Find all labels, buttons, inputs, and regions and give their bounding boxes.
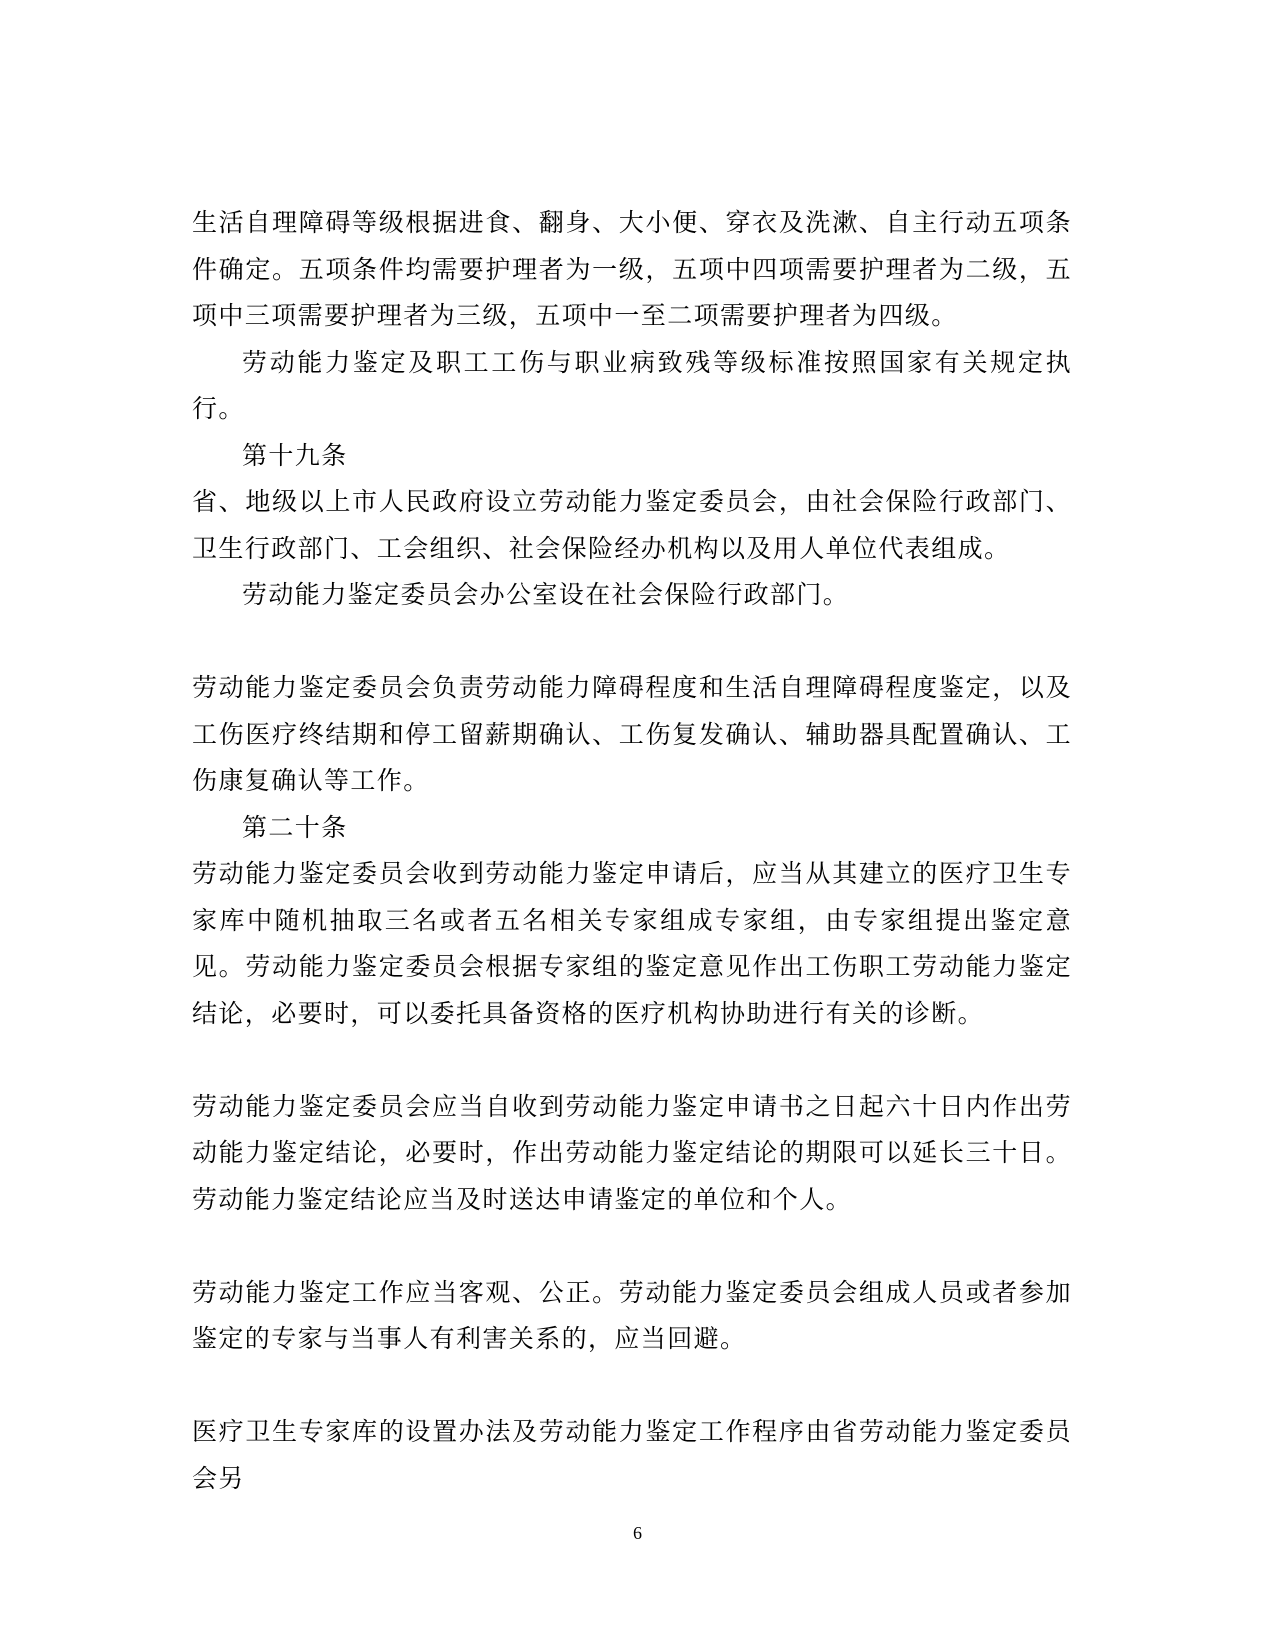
paragraph-time-limit: 劳动能力鉴定委员会应当自收到劳动能力鉴定申请书之日起六十日内作出劳动能力鉴定结论，必要时，作出劳动能力鉴定结论的期限可以延长三十日。劳动能力鉴定结论应当及时送达申请鉴定的单位和个人。 — [192, 1091, 1072, 1214]
document-body — [192, 200, 1072, 1502]
paragraph-committee-office: 劳动能力鉴定委员会办公室设在社会保险行政部门。 — [242, 580, 850, 609]
paragraph-expert-panel: 劳动能力鉴定委员会收到劳动能力鉴定申请后，应当从其建立的医疗卫生专家库中随机抽取三名或者五名相关专家组成专家组，由专家组提出鉴定意见。劳动能力鉴定委员会根据专家组的鉴定意见作出工伤职工劳动能力鉴定结论，必要时，可以委托具备资格的医疗机构协助进行有关的诊断。 — [192, 859, 1072, 1028]
paragraph-self-care-levels: 生活自理障碍等级根据进食、翻身、大小便、穿衣及洗漱、自主行动五项条件确定。五项条件均需要护理者为一级，五项中四项需要护理者为二级，五项中三项需要护理者为三级，五项中一至二项需要护理者为四级。 — [192, 208, 1072, 330]
paragraph-spacer — [192, 1223, 1072, 1270]
paragraph-committee-duties: 劳动能力鉴定委员会负责劳动能力障碍程度和生活自理障碍程度鉴定，以及工伤医疗终结期和停工留薪期确认、工伤复发确认、辅助器具配置确认、工伤康复确认等工作。 — [192, 673, 1072, 795]
paragraph-spacer — [192, 619, 1072, 666]
paragraph-spacer — [192, 1363, 1072, 1410]
paragraph-standards: 劳动能力鉴定及职工工伤与职业病致残等级标准按照国家有关规定执行。 — [192, 347, 1072, 423]
paragraph-expert-database: 医疗卫生专家库的设置办法及劳动能力鉴定工作程序由省劳动能力鉴定委员会另 — [192, 1417, 1072, 1493]
paragraph-impartiality: 劳动能力鉴定工作应当客观、公正。劳动能力鉴定委员会组成人员或者参加鉴定的专家与当事人有利害关系的，应当回避。 — [192, 1277, 1072, 1353]
article-heading-20: 第二十条 — [242, 812, 348, 842]
paragraph-spacer — [192, 1037, 1072, 1084]
article-heading-19: 第十九条 — [242, 440, 348, 470]
page-number: 6 — [633, 1523, 642, 1543]
paragraph-committee-setup: 省、地级以上市人民政府设立劳动能力鉴定委员会，由社会保险行政部门、卫生行政部门、工会组织、社会保险经办机构以及用人单位代表组成。 — [192, 487, 1072, 563]
